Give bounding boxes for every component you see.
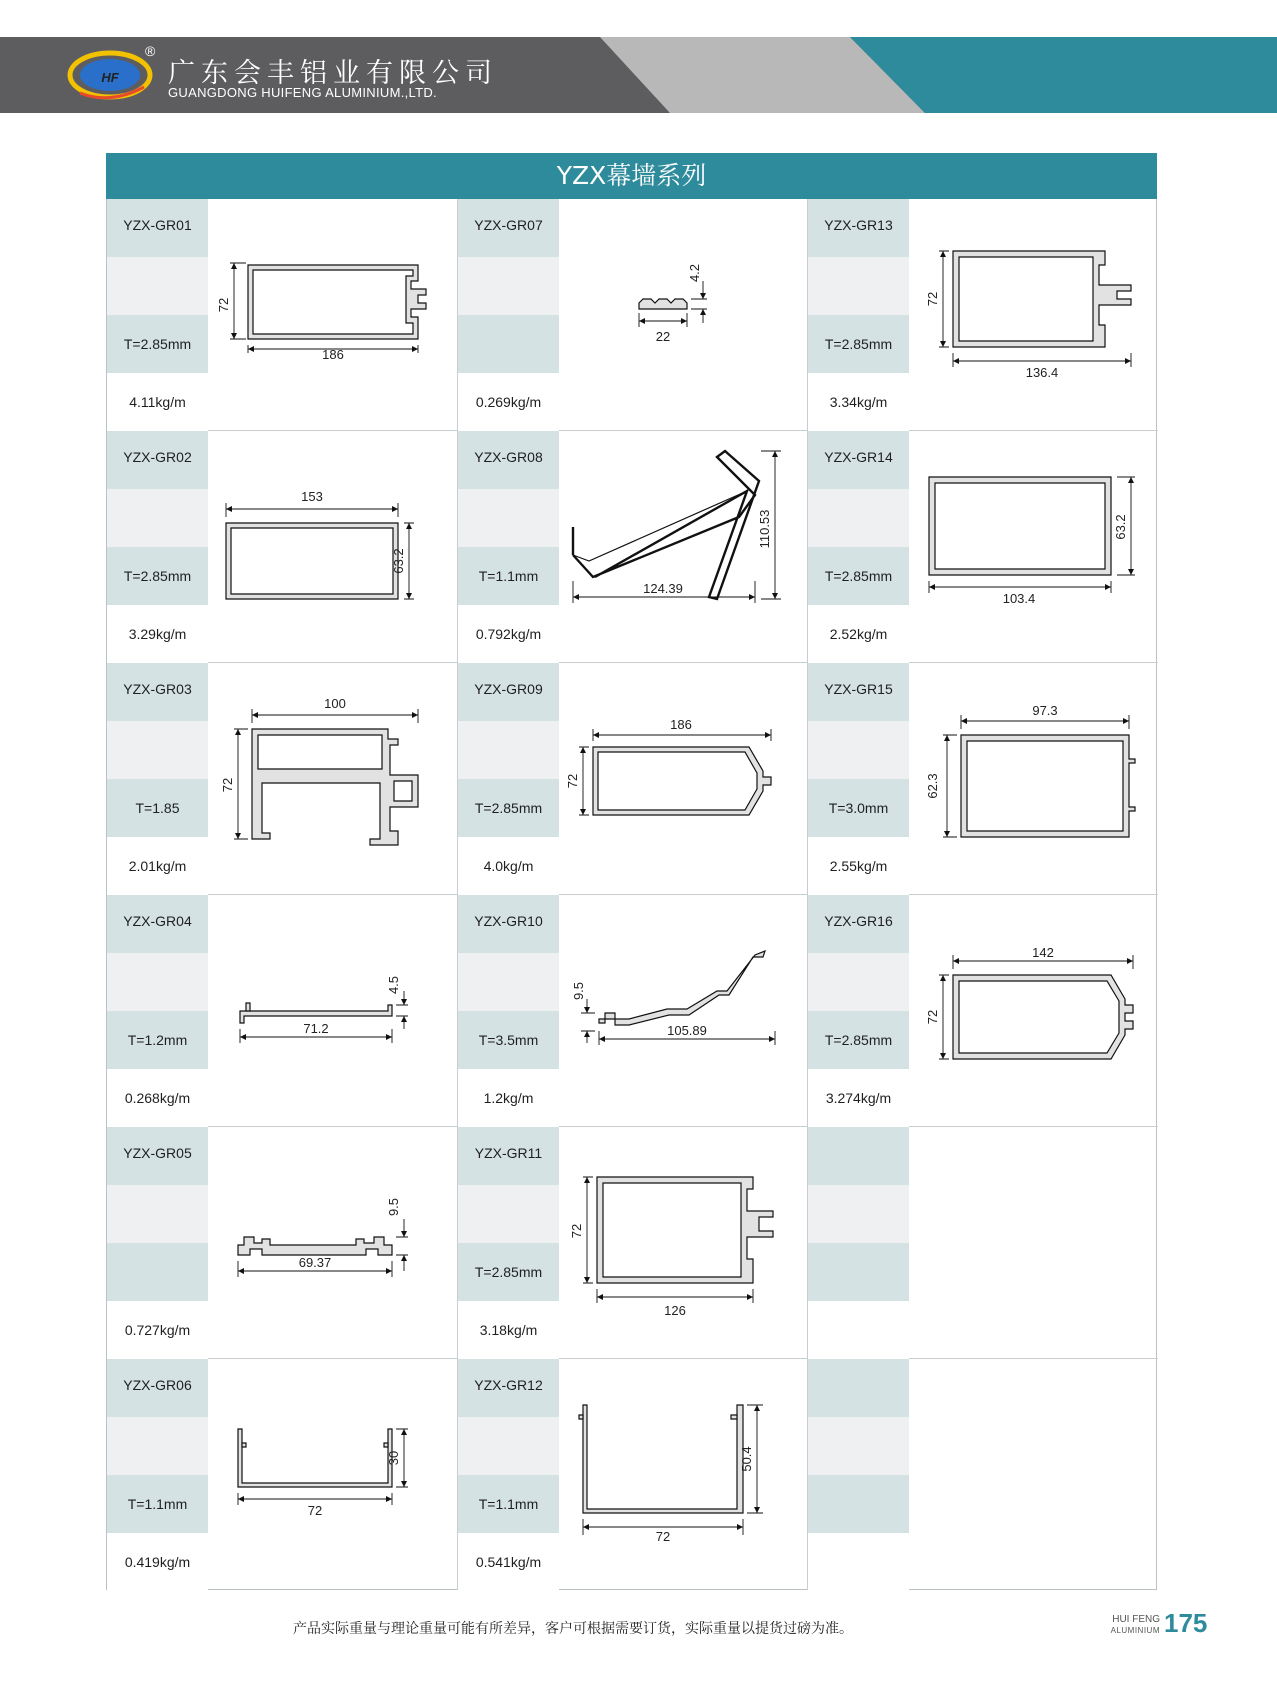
svg-text:72: 72 [925,1009,940,1025]
svg-text:72: 72 [655,1529,671,1544]
profile-thickness: T=2.85mm [808,1011,909,1069]
svg-text:142: 142 [1032,945,1054,960]
profile-thickness: T=2.85mm [808,315,909,373]
profile-cell [458,1127,808,1359]
svg-text:50.4: 50.4 [739,1446,754,1472]
profile-cell [458,663,808,895]
svg-text:30: 30 [386,1450,401,1466]
svg-text:103.4: 103.4 [1002,591,1036,606]
svg-text:4.5: 4.5 [386,975,401,995]
profile-code: YZX-GR04 [107,895,208,953]
profile-cell [107,199,457,431]
svg-text:69.37: 69.37 [298,1255,332,1270]
profile-cell [107,895,457,1127]
profile-weight: 3.274kg/m [808,1069,909,1127]
profile-drawing [559,663,808,895]
svg-text:124.39: 124.39 [643,581,683,596]
profile-code: YZX-GR10 [458,895,559,953]
profile-code: YZX-GR14 [808,431,909,489]
profile-code: YZX-GR08 [458,431,559,489]
profile-weight: 2.01kg/m [107,837,208,895]
footer-brand: HUI FENG [1112,1614,1160,1625]
svg-text:72: 72 [216,297,231,313]
svg-text:186: 186 [670,717,692,732]
profile-drawing [208,663,457,895]
profile-code: YZX-GR12 [458,1359,559,1417]
profile-cell [107,1127,457,1359]
profile-thickness: T=2.85mm [458,779,559,837]
profile-weight: 0.269kg/m [458,373,559,431]
svg-text:4.2: 4.2 [687,263,702,283]
profile-cell [107,663,457,895]
profile-weight: 0.727kg/m [107,1301,208,1359]
profile-weight: 0.541kg/m [458,1533,559,1591]
profile-drawing [909,663,1158,895]
profile-weight: 0.792kg/m [458,605,559,663]
series-title: YZX幕墙系列 [106,153,1157,199]
profile-drawing [208,199,457,431]
profile-cell [808,895,1158,1127]
profile-drawing [559,199,808,431]
profile-cell [458,895,808,1127]
profile-drawing [559,1359,808,1591]
profile-code: YZX-GR02 [107,431,208,489]
profile-weight: 1.2kg/m [458,1069,559,1127]
page-header [0,37,1277,113]
profile-thickness: T=1.85 [107,779,208,837]
profile-thickness: T=1.2mm [107,1011,208,1069]
profile-code: YZX-GR16 [808,895,909,953]
profile-code: YZX-GR06 [107,1359,208,1417]
profile-grid [106,199,1157,1590]
svg-text:9.5: 9.5 [386,1197,401,1217]
profile-code: YZX-GR07 [458,199,559,257]
profile-weight: 4.0kg/m [458,837,559,895]
profile-drawing [909,431,1158,663]
svg-text:72: 72 [565,773,580,789]
profile-weight: 4.11kg/m [107,373,208,431]
profile-drawing [909,895,1158,1127]
empty-cell [808,1127,1158,1359]
profile-thickness: T=2.85mm [107,315,208,373]
profile-drawing [208,431,457,663]
profile-cell [107,1359,457,1590]
profile-weight: 3.18kg/m [458,1301,559,1359]
svg-text:72: 72 [925,291,940,307]
profile-drawing [909,199,1158,431]
company-name-en: GUANGDONG HUIFENG ALUMINIUM.,LTD. [168,85,437,100]
svg-text:110.53: 110.53 [757,509,772,549]
svg-text:186: 186 [322,347,344,362]
profile-drawing [208,1127,457,1359]
profile-code: YZX-GR15 [808,663,909,721]
svg-text:136.4: 136.4 [1025,365,1059,380]
profile-code: YZX-GR11 [458,1127,559,1185]
svg-text:72: 72 [307,1503,323,1518]
profile-drawing [559,895,808,1127]
profile-drawing [208,1359,457,1591]
profile-cell [107,431,457,663]
profile-cell [808,431,1158,663]
profile-thickness: T=2.85mm [107,547,208,605]
profile-thickness: T=1.1mm [458,1475,559,1533]
profile-thickness: T=3.5mm [458,1011,559,1069]
company-name-cn: 广东会丰铝业有限公司 [168,58,498,89]
svg-text:126: 126 [664,1303,686,1318]
svg-text:153: 153 [301,489,323,504]
profile-code: YZX-GR03 [107,663,208,721]
profile-weight: 0.419kg/m [107,1533,208,1591]
profile-column [807,199,1157,1590]
profile-cell [458,1359,808,1590]
profile-drawing [559,1127,808,1359]
registered-mark: ® [145,43,156,59]
logo-text: HF [101,70,119,85]
profile-code: YZX-GR01 [107,199,208,257]
profile-code: YZX-GR13 [808,199,909,257]
profile-thickness: T=2.85mm [458,1243,559,1301]
profile-weight: 3.34kg/m [808,373,909,431]
svg-text:105.89: 105.89 [667,1023,707,1038]
svg-text:63.2: 63.2 [1113,514,1128,540]
profile-weight: 0.268kg/m [107,1069,208,1127]
profile-thickness: T=3.0mm [808,779,909,837]
empty-cell [808,1359,1158,1590]
svg-text:100: 100 [324,696,346,711]
profile-code: YZX-GR05 [107,1127,208,1185]
svg-text:72: 72 [569,1223,584,1239]
profile-thickness [458,315,559,373]
profile-cell [458,199,808,431]
svg-text:72: 72 [220,777,235,793]
page-number: 175 [1164,1608,1208,1638]
profile-cell [808,663,1158,895]
profile-code: YZX-GR09 [458,663,559,721]
profile-weight: 3.29kg/m [107,605,208,663]
svg-text:63.2: 63.2 [391,548,406,574]
profile-drawing [208,895,457,1127]
profile-thickness: T=1.1mm [107,1475,208,1533]
footer-brand-sub: ALUMINIUM [1110,1626,1160,1635]
svg-text:62.3: 62.3 [925,773,940,799]
profile-weight: 2.52kg/m [808,605,909,663]
profile-thickness [107,1243,208,1301]
profile-cell [808,199,1158,431]
company-logo [64,43,156,105]
profile-weight: 2.55kg/m [808,837,909,895]
footnote: 产品实际重量与理论重量可能有所差异，客户可根据需要订货，实际重量以提货过磅为准。 [293,1621,853,1637]
profile-thickness: T=1.1mm [458,547,559,605]
profile-thickness: T=2.85mm [808,547,909,605]
profile-drawing [559,431,808,663]
profile-column [457,199,807,1590]
svg-text:9.5: 9.5 [571,981,586,1001]
svg-text:71.2: 71.2 [303,1021,329,1036]
profile-column [107,199,457,1590]
profile-cell [458,431,808,663]
svg-text:22: 22 [655,329,671,344]
svg-text:97.3: 97.3 [1032,703,1058,718]
